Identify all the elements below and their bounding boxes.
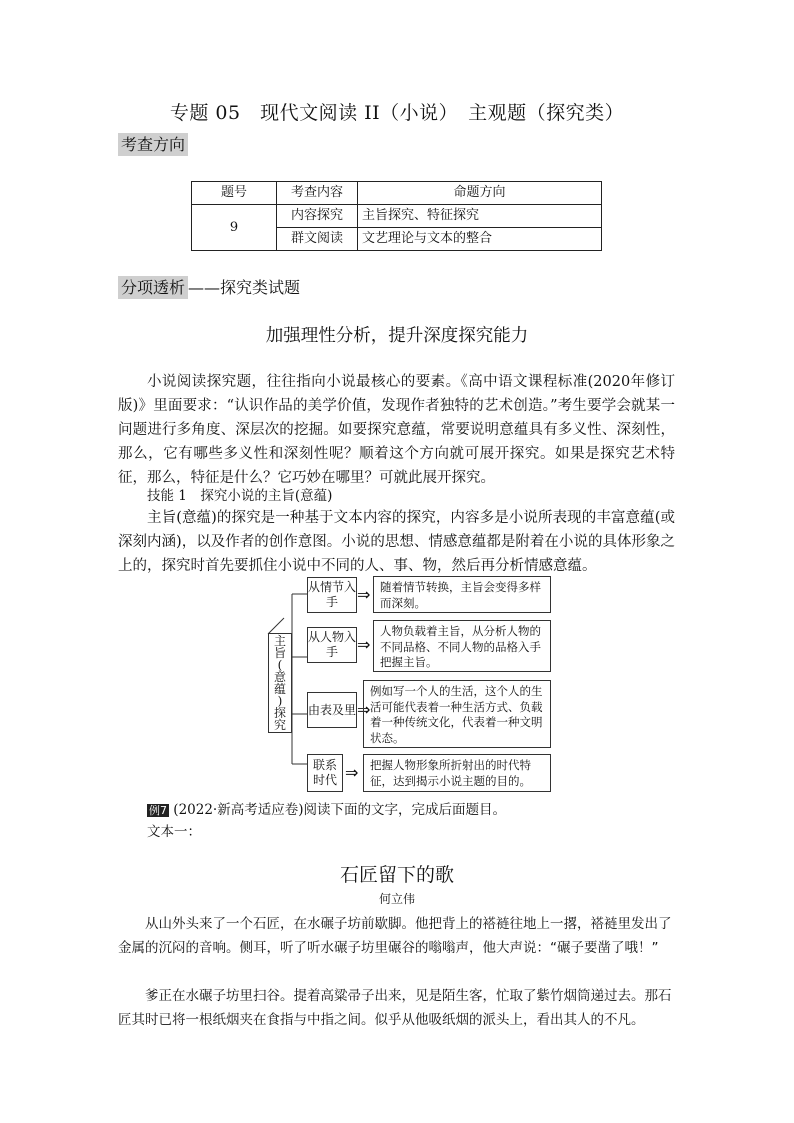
subtitle: 加强理性分析，提升深度探究能力 xyxy=(265,326,529,346)
table-header: 命题方向 xyxy=(358,182,602,205)
table-header: 考查内容 xyxy=(277,182,358,205)
branch-label: 由表及里 xyxy=(307,692,357,728)
intro-paragraph: 小说阅读探究题，往往指向小说最核心的要素。《高中语文课程标准(2020年修订版)》里面要求：“认识作品的美学价值，发现作者独特的艺术创造。”考生要学会就某一问题进行多角度、深层次的挖掘。如要探究意蕴，常要说明意蕴具有多义性、深刻性，那么，它有哪些多义性和深刻性呢？顺着这个方向就可展开探究。如果是探究艺术特征，那么，特征是什么？它巧妙在哪里？可就此展开探究。 xyxy=(118,374,675,486)
table-row xyxy=(192,205,602,228)
table-header: 题号 xyxy=(192,182,277,205)
skill-paragraph: 主旨(意蕴)的探究是一种基于文本内容的探究，内容多是小说所表现的丰富意蕴(或深刻内涵)，以及作者的创作意图。小说的思想、情感意蕴都是附着在小说的具体形象之上的，探究时首先要抓住小说中不同的人、事、物，然后再分析情感意蕴。 xyxy=(118,510,675,574)
section-exam-direction-label: 考查方向 xyxy=(118,133,188,156)
table-cell: 主旨探究、特征探究 xyxy=(358,205,602,228)
arrow-icon: ⇒ xyxy=(345,763,359,782)
root-char: 意 xyxy=(273,670,286,684)
section-analysis xyxy=(118,275,300,298)
text-label: 文本一： xyxy=(147,824,201,840)
root-char: 旨 xyxy=(273,646,286,660)
story-title: 石匠留下的歌 xyxy=(339,864,454,886)
arrow-icon: ⇒ xyxy=(357,585,371,604)
root-char: 蕴 xyxy=(273,682,286,696)
branch-desc: 随着情节转换，主旨会变得多样而深刻。 xyxy=(373,576,551,613)
branch-desc: 例如写一个人的生活，这个人的生活可能代表着一种生活方式、负载着一种传统文化，代表着一种文明状态。 xyxy=(363,680,551,748)
story-paragraph: 从山外头来了一个石匠，在水碾子坊前歇脚。他把背上的褡裢往地上一撂，褡裢里发出了金属的沉闷的音响。侧耳，听了听水碾子坊里碾谷的嗡嗡声，他大声说：“碾子要凿了哦！” xyxy=(118,916,672,956)
root-char: ( xyxy=(277,658,283,672)
branch-label: 从情节入手 xyxy=(307,577,357,613)
table-cell-question-no: 9 xyxy=(192,205,277,251)
page-title: 专题 05 现代文阅读 II（小说） 主观题（探究类） xyxy=(169,102,625,124)
section-analysis-highlight: 分项透析 xyxy=(118,276,188,299)
example-badge: 例7 xyxy=(149,804,167,817)
branch-label: 联系时代 xyxy=(307,754,343,792)
root-char: 探 xyxy=(273,706,286,720)
branch-desc: 人物负载着主旨，从分析人物的不同品格、不同人物的品格入手把握主旨。 xyxy=(373,620,551,672)
example-instruction: 阅读下面的文字，完成后面题目。 xyxy=(303,802,506,818)
branch-label: 从人物入手 xyxy=(307,627,357,663)
arrow-icon: ⇒ xyxy=(357,700,371,719)
root-char: 主 xyxy=(273,634,286,648)
story-author: 何立伟 xyxy=(378,892,415,906)
table-cell: 群文阅读 xyxy=(277,228,358,251)
skill-heading: 技能 1 探究小说的主旨(意蕴) xyxy=(147,488,333,504)
branch-desc: 把握人物形象所折射出的时代特征，达到揭示小说主题的目的。 xyxy=(363,754,551,792)
section-analysis-rest: ——探究类试题 xyxy=(188,278,301,297)
table-header-row xyxy=(192,182,602,205)
arrow-icon: ⇒ xyxy=(357,635,371,654)
story-paragraph: 爹正在水碾子坊里扫谷。提着高粱帚子出来，见是陌生客，忙取了紫竹烟筒递过去。那石匠其时已将一根纸烟夹在食指与中指之间。似乎从他吸纸烟的派头上，看出其人的不凡。 xyxy=(118,988,672,1028)
example-line xyxy=(147,798,687,818)
diagram-root xyxy=(268,633,292,733)
table-cell: 文艺理论与文本的整合 xyxy=(358,228,602,251)
root-char: ) xyxy=(277,694,283,708)
root-char: 究 xyxy=(273,718,286,732)
exam-table xyxy=(191,181,602,251)
section-exam-direction xyxy=(118,132,188,155)
example-source: (2022·新高考适应卷) xyxy=(173,802,304,818)
table-cell: 内容探究 xyxy=(277,205,358,228)
